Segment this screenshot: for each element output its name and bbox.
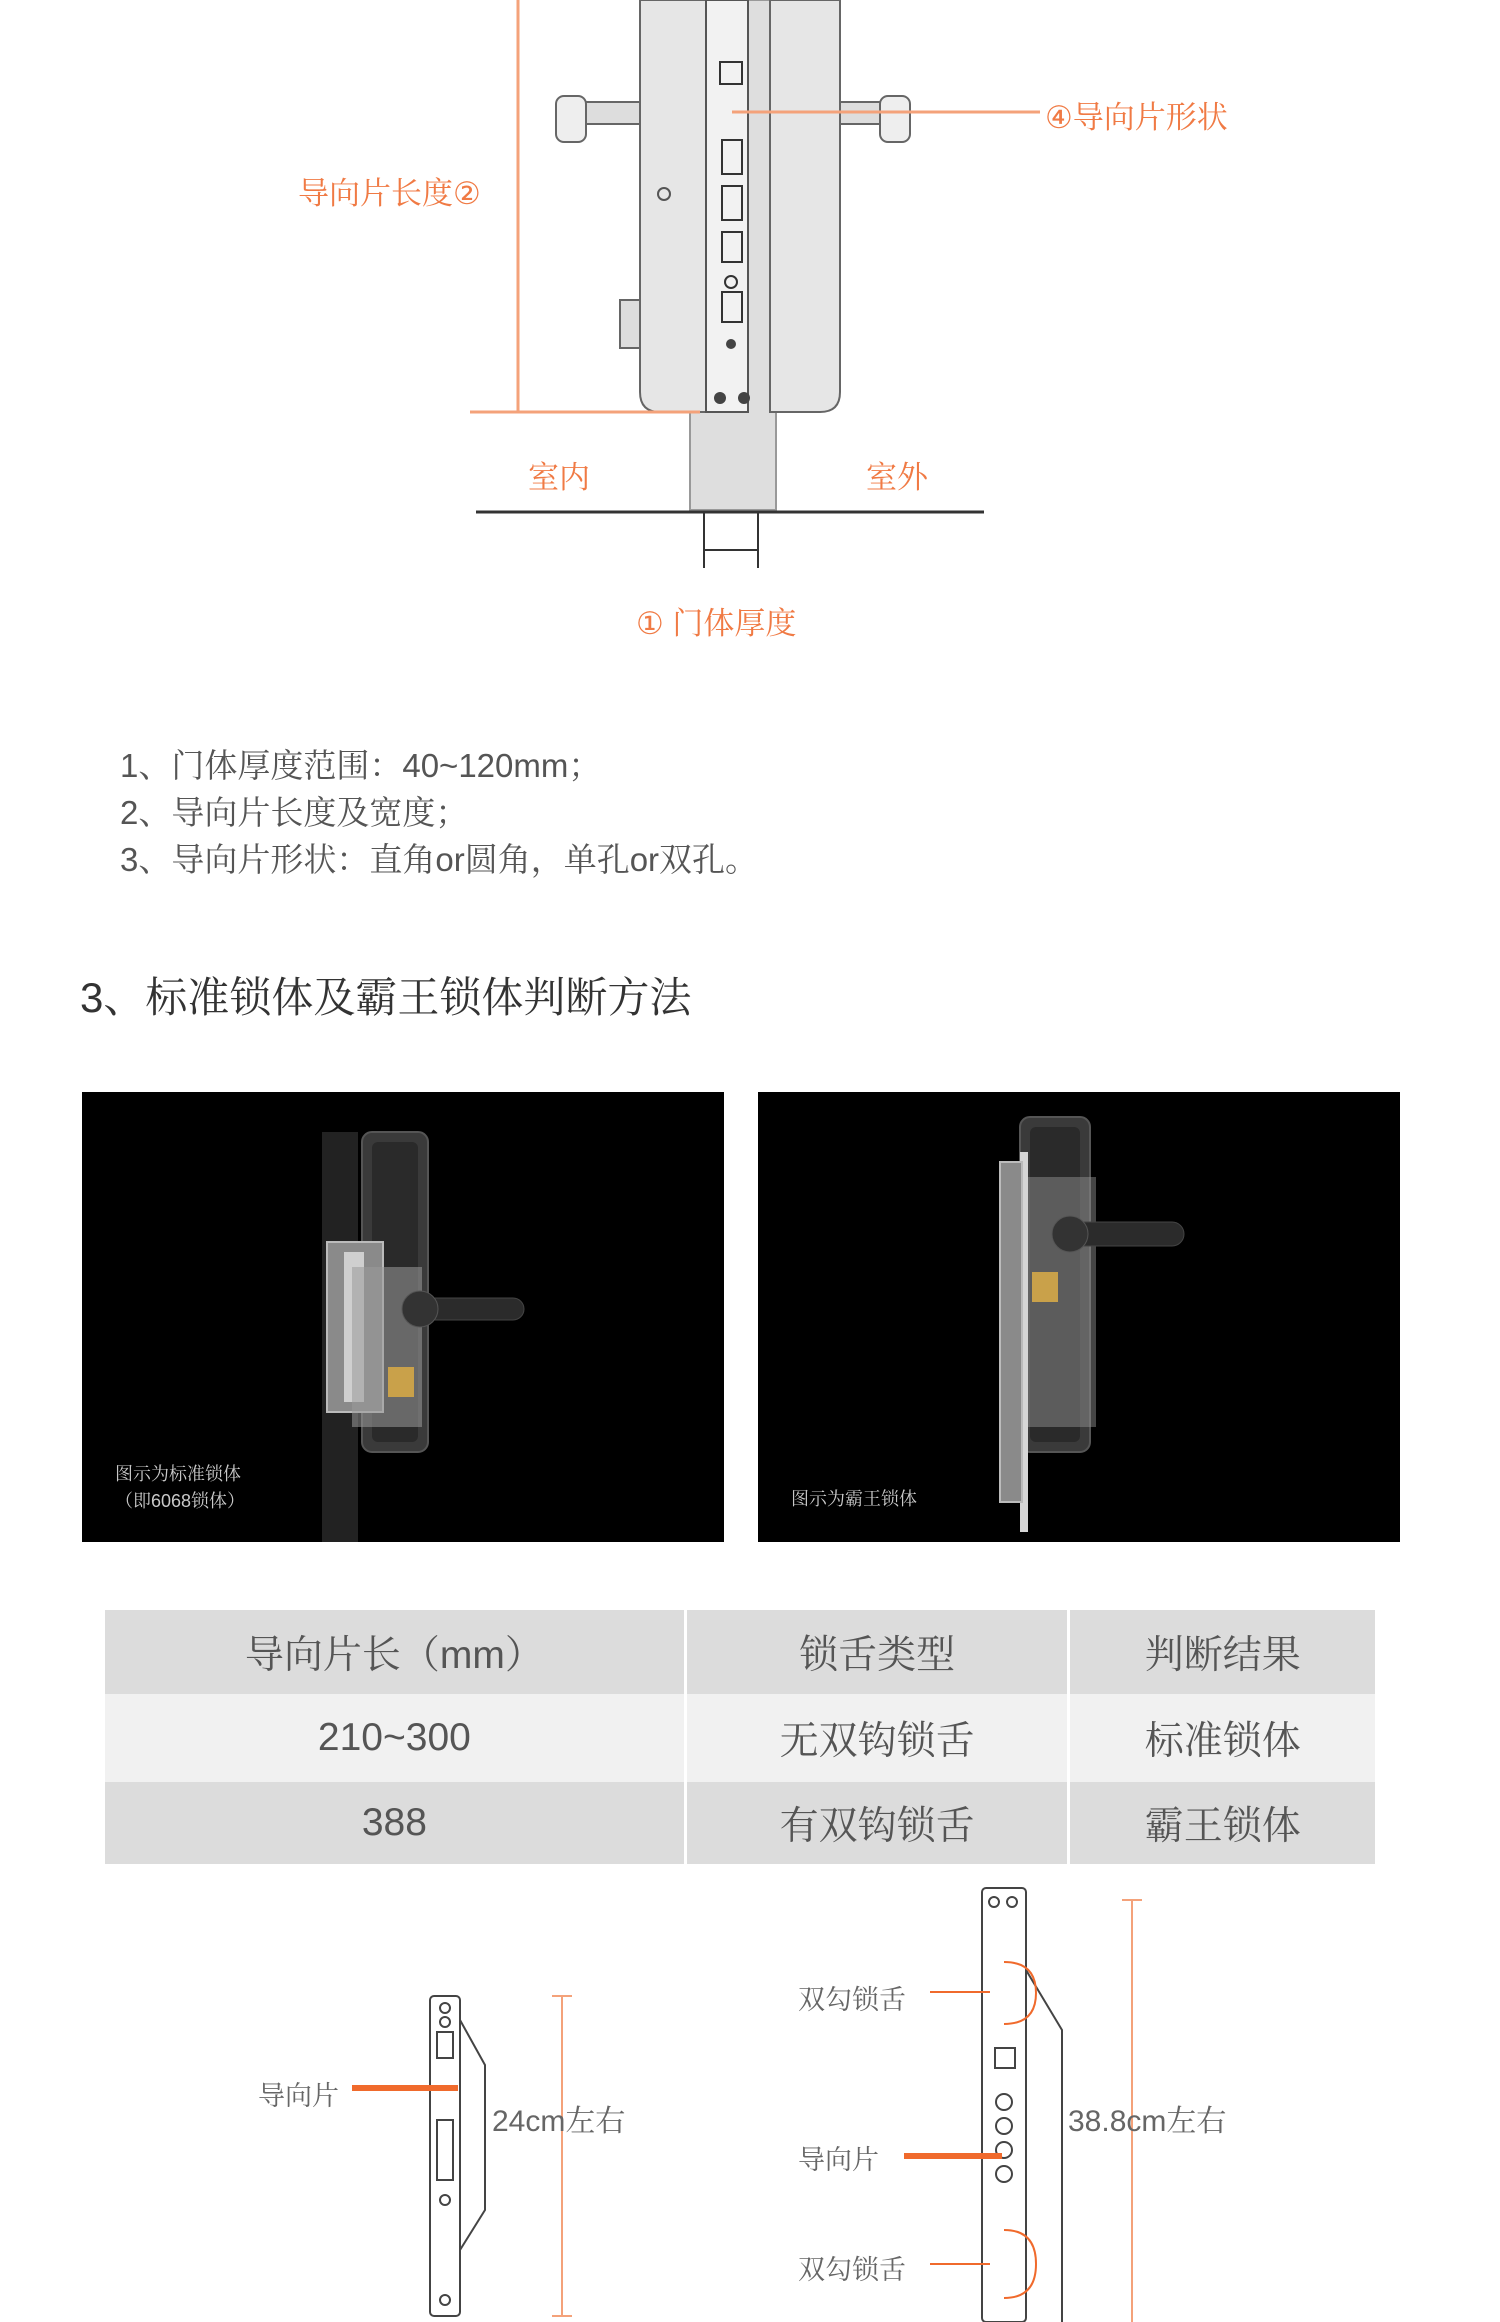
right-hook-bottom-label: 双勾锁舌 (798, 2255, 906, 2285)
table-header-row (105, 1610, 1375, 1694)
note-thickness-range: 1、门体厚度范围：40~120mm； (120, 747, 602, 784)
table-cell: 标准锁体 (1144, 1720, 1301, 1763)
door-thickness-diagram (0, 0, 1500, 660)
table-cell: 霸王锁体 (1144, 1805, 1301, 1848)
table-cell: 无双钩锁舌 (685, 1694, 1069, 1782)
table-cell: 388 (105, 1782, 685, 1864)
right-hook-top-label: 双勾锁舌 (798, 1985, 906, 2015)
lock-body-size-diagram (0, 1880, 1500, 2322)
left-length-label: 24cm左右 (492, 2105, 626, 2138)
bawang-lock-photo (758, 1092, 1400, 1542)
right-length-label: 38.8cm左右 (1068, 2105, 1227, 2138)
table-cell: 有双钩锁舌 (685, 1782, 1069, 1864)
lock-side-illustration (0, 0, 1500, 660)
standard-caption-line2: （即6068锁体） (115, 1491, 246, 1511)
left-guide-label: 导向片 (258, 2081, 339, 2111)
bawang-lock-image (758, 1092, 1400, 1542)
table-row (105, 1694, 1375, 1782)
guide-shape-label: ④导向片形状 (1045, 100, 1228, 135)
table-row (105, 1782, 1375, 1864)
standard-caption-line1: 图示为标准锁体 (115, 1464, 241, 1484)
table-cell: 210~300 (105, 1694, 685, 1782)
table-header-cell: 判断结果 (1144, 1634, 1301, 1677)
door-thickness-label: ① 门体厚度 (636, 606, 797, 641)
indoor-label: 室内 (528, 460, 590, 495)
lock-judgement-table (105, 1610, 1375, 1864)
table-header-cell: 锁舌类型 (685, 1610, 1069, 1694)
section-title: 3、标准锁体及霸王锁体判断方法 (80, 974, 692, 1021)
note-guide-length: 2、导向片长度及宽度； (120, 794, 469, 831)
outdoor-label: 室外 (866, 460, 928, 495)
note-guide-shape: 3、导向片形状：直角or圆角，单孔or双孔。 (120, 841, 759, 878)
bawang-caption: 图示为霸王锁体 (791, 1489, 917, 1509)
standard-lock-photo (82, 1092, 724, 1542)
guide-length-label: 导向片长度② (298, 176, 481, 211)
table-header-cell: 导向片长（mm） (105, 1610, 685, 1694)
right-guide-label: 导向片 (798, 2145, 879, 2175)
